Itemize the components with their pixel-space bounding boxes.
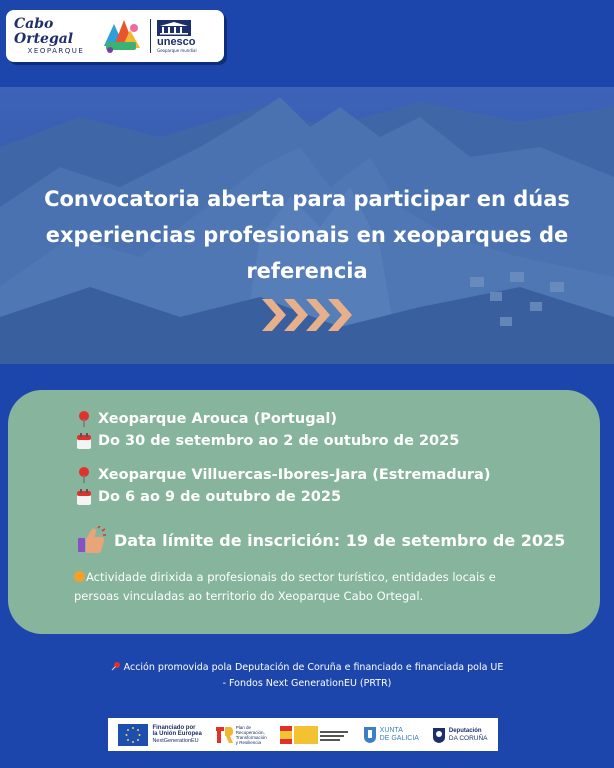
calendar-icon <box>76 432 92 450</box>
deputacion-coruna-logo <box>432 726 488 744</box>
xunta-line-2: DE GALICIA <box>379 734 419 742</box>
xunta-galicia-logo <box>363 726 419 744</box>
hero-title: Convocatoria aberta para participar en dúas experiencias profesionais en xeoparques de referencia <box>44 187 570 283</box>
promotion-line-2: - Fondos Next GenerationEU (PRTR) <box>222 678 392 689</box>
audience-note-text: Actividade dirixida a profesionais do sector turístico, entidades locais e persoas vinculadas ao territorio do Xeoparque Cabo Ortegal. <box>74 570 496 603</box>
chevrons-right-icon <box>262 297 358 333</box>
experience-1-place <box>76 410 337 428</box>
xunta-line-1: XUNTA <box>379 726 403 734</box>
map-pin-icon <box>76 410 92 428</box>
eu-line-2: la Unión Europea <box>152 731 202 738</box>
deputacion-line-1: Deputación <box>448 727 482 734</box>
prtr-line-2: Recuperación, <box>235 729 265 735</box>
orange-circle-icon <box>74 571 85 582</box>
prtr-line-1: Plan de <box>235 724 251 730</box>
funders-logo-strip <box>108 718 498 751</box>
unesco-subtitle: Geoparque mundial <box>157 47 197 53</box>
brand-subtitle: XEOPARQUE <box>27 47 85 55</box>
cabo-ortegal-logo <box>14 17 98 55</box>
unesco-logo <box>157 20 197 53</box>
prtr-line-4: y Resiliencia <box>235 739 261 745</box>
info-card <box>8 390 600 634</box>
map-pin-icon <box>76 466 92 484</box>
deputacion-line-2: DA CORUÑA <box>448 735 488 742</box>
deadline-text: Data límite de inscrición: 19 de setembro de 2025 <box>114 530 566 550</box>
prtr-line-3: Transformación <box>235 734 267 740</box>
spain-government-icon <box>280 725 350 745</box>
eu-line-3: NextGenerationEU <box>152 737 199 744</box>
promotion-line-1 <box>20 660 594 676</box>
hero-banner <box>0 87 614 364</box>
prtr-logo <box>215 725 267 745</box>
promotion-text <box>20 660 594 692</box>
xunta-shield-icon <box>363 726 377 744</box>
header-logo-card <box>6 10 224 62</box>
pushpin-icon <box>111 661 121 671</box>
brand-name: Cabo Ortegal <box>14 16 74 47</box>
unesco-temple-icon <box>157 20 191 36</box>
geopark-mark-icon <box>100 16 144 56</box>
spain-government-logo <box>280 725 350 745</box>
experience-2-place <box>76 466 490 484</box>
experience-2-place-text: Xeoparque Villuercas-Ibores-Jara (Estremadura) <box>98 467 491 483</box>
audience-note <box>74 568 544 606</box>
deputacion-crest-icon <box>432 726 446 744</box>
experience-2-dates <box>76 488 341 506</box>
experience-1-place-text: Xeoparque Arouca (Portugal) <box>98 411 337 427</box>
promotion-line-1-text: Acción promovida pola Deputación de Coruña e financiado e financiada pola UE <box>123 662 504 673</box>
logo-divider <box>150 19 151 53</box>
experience-2-dates-text: Do 6 ao 9 de outubro de 2025 <box>98 489 342 505</box>
eu-flag-icon <box>118 724 148 746</box>
experience-1-dates-text: Do 30 de setembro ao 2 de outubro de 2025 <box>98 433 460 449</box>
eu-line-1: Financiado por <box>152 724 196 731</box>
unesco-wordmark: unesco <box>157 35 196 48</box>
prtr-mark-icon <box>215 725 233 745</box>
calendar-icon <box>76 488 92 506</box>
eu-funding-logo <box>118 724 201 746</box>
deadline-row <box>76 526 565 554</box>
thumbs-up-icon <box>76 526 106 554</box>
experience-1-dates <box>76 432 459 450</box>
